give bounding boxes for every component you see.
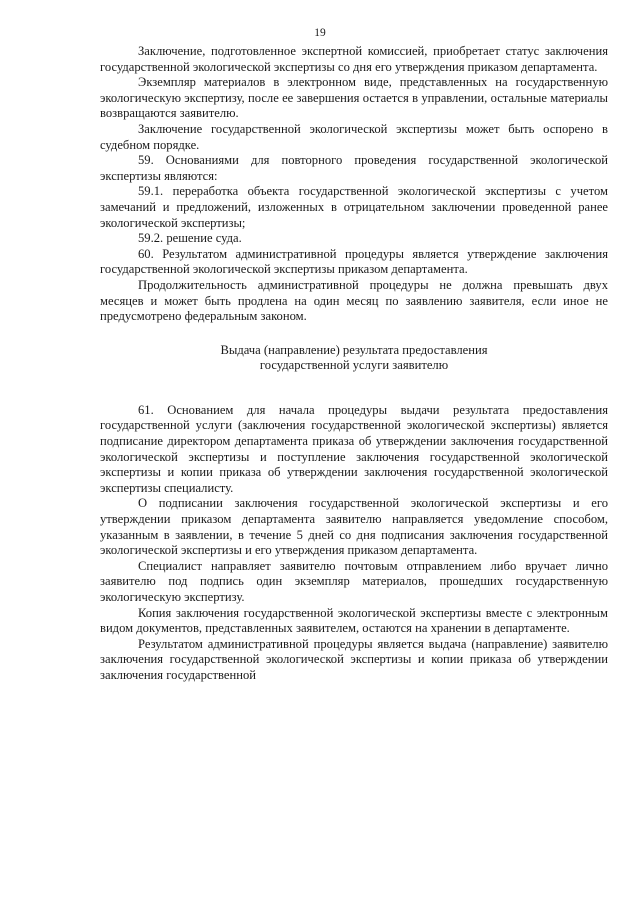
section-heading-line-1: Выдача (направление) результата предоставления <box>220 342 488 357</box>
paragraph-electronic-copy: Экземпляр материалов в электронном виде, представленных на государственную экологическую экспертизу, после ее завершения остается в управлении, остальные материалы возвращаются заявителю. <box>100 75 608 121</box>
page-number: 19 <box>314 27 326 39</box>
section-heading <box>100 343 608 374</box>
section-heading-line-2: государственной услуги заявителю <box>259 358 449 373</box>
paragraph-59-2: 59.2. решение суда. <box>138 231 242 246</box>
paragraph-59-1: 59.1. переработка объекта государственной экологической экспертизы с учетом замечаний и предложений, изложенных в отрицательном заключении проведенной ранее экологической экспертизы; <box>100 184 608 230</box>
paragraph-60: 60. Результатом административной процедуры является утверждение заключения государственной экологической экспертизы приказом департамента. <box>100 246 608 277</box>
paragraph-conclusion-status: Заключение, подготовленное экспертной комиссией, приобретает статус заключения государственной экологической экспертизы со дня его утверждения приказом департамента. <box>100 44 608 74</box>
document-body <box>100 44 608 684</box>
paragraph-result: Результатом административной процедуры является выдача (направление) заявителю заключения государственной экологической экспертизы и копии приказа об утверждении заключения государственной <box>100 636 608 682</box>
paragraph-61: 61. Основанием для начала процедуры выдачи результата предоставления государственной услуги (заключения государственной экологической экспертизы) является подписание директором департамента приказа об утверждении заключения государственной экологической экспертизы и поступление заключения государственной экологической экспертизы и копии приказа об утверждении заключения государственной экологической экспертизы специалисту. <box>100 402 608 495</box>
paragraph-court-appeal: Заключение государственной экологической экспертизы может быть оспорено в судебном порядке. <box>100 121 608 152</box>
paragraph-notification: О подписании заключения государственной экологической экспертизы и его утверждении приказом департамента заявителю направляется уведомление способом, указанным в заявлении, в течение 5 дней со дня подписания заключения государственной экологической экспертизы и его утверждения приказом департамента. <box>100 496 608 558</box>
paragraph-storage: Копия заключения государственной экологической экспертизы вместе с электронным видом документов, представленных заявителем, остаются на хранении в департаменте. <box>100 605 608 636</box>
paragraph-delivery: Специалист направляет заявителю почтовым отправлением либо вручает лично заявителю под подпись один экземпляр материалов, прошедших государственную экологическую экспертизу. <box>100 558 608 604</box>
paragraph-duration: Продолжительность административной процедуры не должна превышать двух месяцев и может быть продлена на один месяц по заявлению заявителя, если иное не предусмотрено федеральным законом. <box>100 277 608 324</box>
paragraph-59: 59. Основаниями для повторного проведения государственной экологической экспертизы являются: <box>100 153 608 183</box>
